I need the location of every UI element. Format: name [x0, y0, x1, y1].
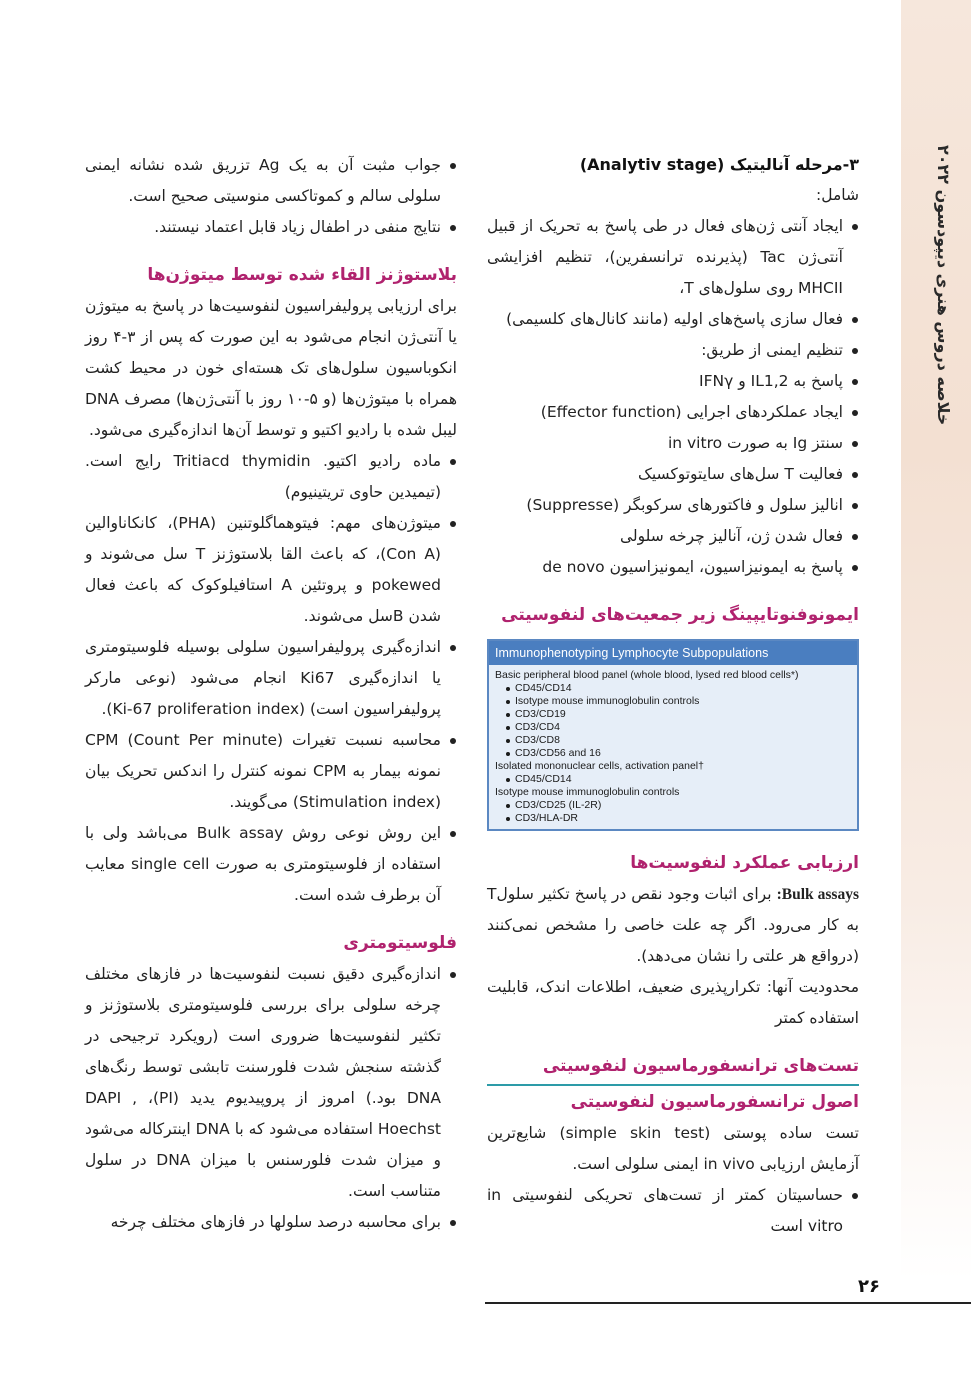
blastogenesis-paragraph: برای ارزیابی پرولیفراسیون لنفوسیت‌ها در پاسخ به میتوژن یا آنتی‌ژن انجام می‌شود به این صورت که پس از ۳-۴ روز انکوباسیون سلول‌های تک هسته‌ای خون در محیط کشت همراه با میتوژن‌ها (و ۵-۱۰ روز با آنتی‌ژن‌ها) مصرف DNA لیبل شده با رادیو اکتیو و توسط آن‌ها اندازه‌گیری می‌شود.: [85, 297, 457, 439]
list-item: ایجاد عملکردهای اجرایی (Effector function): [487, 397, 843, 428]
table-group-title: Isolated mononuclear cells, activation panel†: [495, 760, 704, 772]
blastogenesis-heading: بلاستوژنز القاء شده توسط میتوژن‌ها: [147, 265, 457, 285]
flow-cytometry-list: [85, 959, 457, 1238]
table-group-title: Isotype mouse immunoglobulin controls: [495, 786, 680, 798]
list-item: فعال شدن ژن، آنالیز چرخه سلولی: [487, 521, 843, 552]
table-row: CD3/CD8: [495, 734, 851, 747]
immunophenotyping-table: [487, 639, 859, 831]
transformation-principles-heading: اصول ترانسفورماسیون لنفوسیتی: [570, 1092, 859, 1112]
list-item: جواب مثبت آن به یک Ag تزریق شده نشانه ایمنی سلولی سالم و کموتاکسی منوسیتی صحیح است.: [85, 150, 441, 212]
bulk-assays-paragraph: [487, 879, 859, 972]
list-item: سنتز Ig به صورت in vitro: [487, 428, 843, 459]
table-row: CD3/CD4: [495, 721, 851, 734]
bulk-assays-text: برای اثبات وجود نقص در پاسخ تکثیر سلولT به کار می‌رود. اگر چه علت خاصی را مشخص نمی‌کنند (درواقع هر علتی را نشان می‌دهد).: [487, 885, 859, 965]
table-row: CD3/CD25 (IL-2R): [495, 799, 851, 812]
list-item: حساسیتان کمتر از تست‌های تحریکی لنفوسیتی in vitro است: [487, 1180, 843, 1242]
skin-test-results-list: [85, 150, 457, 243]
table-row: CD3/CD19: [495, 708, 851, 721]
analytic-stage-list: [487, 211, 859, 583]
footer-rule: [485, 1302, 971, 1304]
blastogenesis-list: [85, 446, 457, 911]
flow-cytometry-heading: فلوسیتومتری: [343, 933, 457, 953]
table-body: [489, 665, 857, 829]
table-row: CD3/CD56 and 16: [495, 747, 851, 760]
analytic-stage-heading: ۳-مرحله آنالیتیک (Analytiv stage): [579, 155, 859, 174]
list-item: میتوژن‌های مهم: فیتوهماگلوتنین (PHA)، کانکاناوالین (Con A)، که باعث القا بلاستوژنز T سل می‌شوند و pokewed و پروتئین A استافیلوکوک که باعث فعال شدن Bسل می‌شوند.: [85, 508, 441, 632]
list-item: ایجاد آنتی ژن‌های فعال در طی پاسخ به تحریک از قبیل آنتی‌ژن Tac (پذیرنده ترانسفرین)، تنظیم افزایشی MHCII روی سلول‌های T،: [487, 211, 843, 304]
table-row: Isotype mouse immunoglobulin controls: [495, 695, 851, 708]
list-item: برای محاسبه درصد سلولها در فازهای مختلف چرخه: [85, 1207, 441, 1238]
list-item: تنظیم ایمنی از طریق:: [487, 335, 843, 366]
list-item: فعال سازی پاسخ‌های اولیه (مانند کانال‌های کلسیمی): [487, 304, 843, 335]
transformation-tests-heading: تست‌های ترانسفورماسیون لنفوسیتی: [542, 1056, 859, 1076]
table-header: Immunophenotyping Lymphocyte Subpopulations: [489, 641, 857, 665]
list-item: این روش نوعی روش Bulk assay می‌باشد ولی با استفاده از فلوسیتومتری به صورت single cell معایب آن برطرف شده است.: [85, 818, 441, 911]
list-item: پاسخ به ایمونیزاسیون، ایمونیزاسیون de novo: [487, 552, 843, 583]
analytic-stage-intro: شامل:: [816, 186, 859, 204]
skin-test-list: [487, 1180, 859, 1242]
list-item: انالیز سلول و فاکتورهای سرکوبگر (Suppresse): [487, 490, 843, 521]
list-item: ماده رادیو اکتیو. Tritiacd thymidin رایج است. (تیمیدین حاوی تریتینیوم): [85, 446, 441, 508]
list-item: فعالیت T سل‌های سایتوتوکسیک: [487, 459, 843, 490]
right-column: [487, 150, 859, 1242]
list-item: نتایج منفی در اطفال زیاد قابل اعتماد نیستند.: [85, 212, 441, 243]
limitations-paragraph: محدودیت آنها: تکرارپذیری ضعیف، اطلاعات اندک، قابلیت استفاده کمتر: [487, 978, 859, 1027]
table-group-title: Basic peripheral blood panel (whole blood, lysed red blood cells*): [495, 669, 799, 681]
list-item: اندازه‌گیری دقیق نسبت لنفوسیت‌ها در فازهای مختلف چرخه سلولی برای بررسی فلوسیتومتری بلاستوژنز و تکثیر لنفوسیت‌ها ضروری است (رویکرد ترجیحی در گذشته سنجش شدت فلورسنت تابشی توسط رنگ‌های DNA بود.) امروز از پروپیدیوم یدید (PI)، DAPI , Hoechst استفاده می‌شود که با DNA اینترکاله می‌شود و میزان شدت فلورسنس با میزان DNA در سلول متناسب است.: [85, 959, 441, 1207]
sidebar-strip: [901, 0, 971, 1280]
table-row: CD3/HLA-DR: [495, 812, 851, 825]
bulk-assays-label: Bulk assays:: [776, 886, 859, 903]
list-item: اندازه‌گیری پرولیفراسیون سلولی بوسیله فلوسیتومتری یا اندازه‌گیری Ki67 انجام می‌شود (نوعی مارکر پرولیفراسیون است) (Ki-67 proliferation index).: [85, 632, 441, 725]
skin-test-paragraph: تست ساده پوستی (simple skin test) شایع‌ترین آزمایش ارزیابی in vivo ایمنی سلولی است.: [487, 1124, 859, 1173]
table-row: CD45/CD14: [495, 682, 851, 695]
list-item: پاسخ به IL1,2 و IFNγ: [487, 366, 843, 397]
list-item: محاسبه نسبت تغیرات CPM (Count Per minute) نمونه بیمار به CPM نمونه کنترل را اندکس تحریک بیان (Stimulation index) می‌گویند.: [85, 725, 441, 818]
table-row: CD45/CD14: [495, 773, 851, 786]
lymphocyte-function-heading: ارزیابی عملکرد لنفوسیت‌ها: [630, 853, 859, 873]
immunophenotyping-heading: ایمونوفنوتایپینگ زیر جمعیت‌های لنفوسیتی: [501, 605, 859, 625]
page-number: ۲۶: [858, 1276, 880, 1297]
left-column: [85, 150, 457, 1238]
running-title: خلاصه دروس هنری دیپودسون ۲۰۲۲: [934, 145, 953, 426]
